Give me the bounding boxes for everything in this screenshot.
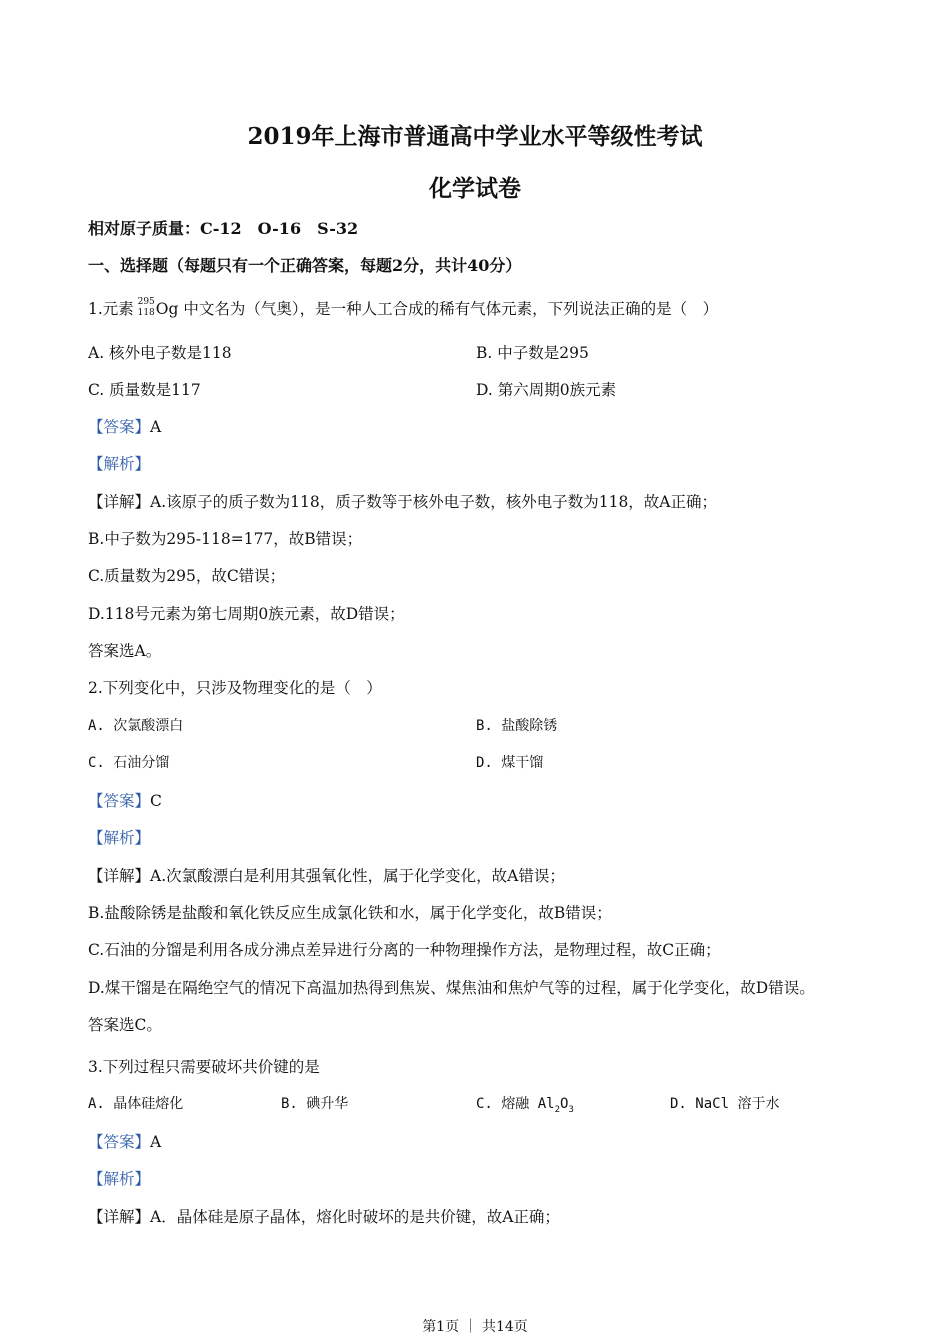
q1-detail-5: 答案选A。 — [88, 642, 162, 660]
q1-answer — [88, 416, 161, 438]
question-1-stem — [88, 298, 718, 320]
q3-analysis-tag: 【解析】 — [88, 1170, 151, 1188]
detail-tag: 【详解】 — [88, 867, 151, 885]
q3-answer — [88, 1131, 161, 1153]
answer-value: A — [150, 1133, 162, 1151]
nuclide-notation — [134, 298, 156, 320]
q1-detail-3: C.质量数为295，故C错误； — [88, 567, 286, 585]
q1-option-b: B. 中子数是295 — [476, 344, 589, 362]
exam-subtitle: 化学试卷 — [429, 175, 521, 202]
answer-value: C — [150, 792, 162, 810]
option-d-text: 溶于水 — [729, 1096, 780, 1112]
q2-analysis-tag: 【解析】 — [88, 829, 151, 847]
q1-detail-4: D.118号元素为第七周期0族元素，故D错误； — [88, 605, 405, 623]
question-2-stem: 2.下列变化中，只涉及物理变化的是（ ） — [88, 679, 382, 697]
q2-detail-1 — [88, 865, 565, 887]
atomic-number: 118 — [137, 308, 155, 318]
option-d-formula: D. NaCl — [670, 1096, 730, 1112]
detail-tag: 【详解】 — [88, 493, 151, 511]
element-symbol: Og — [155, 300, 179, 318]
q2-detail-4: D.煤干馏是在隔绝空气的情况下高温加热得到焦炭、煤焦油和焦炉气等的过程，属于化学变化，故D错误。 — [88, 979, 815, 997]
q2-option-a: A. 次氯酸漂白 — [88, 718, 184, 734]
q2-detail-2: B.盐酸除锈是盐酸和氧化铁反应生成氯化铁和水，属于化学变化，故B错误； — [88, 904, 612, 922]
detail-text: A.该原子的质子数为118，质子数等于核外电子数，核外电子数为118，故A正确； — [150, 493, 718, 511]
section-heading: 一、选择题（每题只有一个正确答案，每题2分，共计40分） — [88, 256, 522, 275]
q3-option-a: A. 晶体硅熔化 — [88, 1096, 184, 1112]
q2-option-d: D. 煤干馏 — [476, 755, 544, 771]
answer-tag: 【答案】 — [88, 1133, 151, 1151]
atomic-mass-line: 相对原子质量：C-12 O-16 S-32 — [88, 219, 359, 238]
q3-detail-1 — [88, 1206, 560, 1228]
detail-tag: 【详解】 — [88, 1208, 151, 1226]
detail-text: A.次氯酸漂白是利用其强氧化性，属于化学变化，故A错误； — [150, 867, 565, 885]
q1-analysis-tag: 【解析】 — [88, 455, 151, 473]
answer-tag: 【答案】 — [88, 418, 151, 436]
subscript: 2 — [554, 1104, 560, 1115]
q1-option-c: C. 质量数是117 — [88, 381, 201, 399]
q1-detail-2: B.中子数为295-118=177，故B错误； — [88, 530, 363, 548]
q1-suffix: 中文名为（气奥），是一种人工合成的稀有气体元素，下列说法正确的是（ ） — [183, 300, 719, 318]
q2-option-b: B. 盐酸除锈 — [476, 718, 558, 734]
q1-prefix: 1.元素 — [88, 300, 134, 318]
exam-title: 2019年上海市普通高中学业水平等级性考试 — [247, 123, 703, 150]
answer-value: A — [150, 418, 162, 436]
q2-answer — [88, 790, 162, 812]
q1-option-a: A. 核外电子数是118 — [88, 344, 232, 362]
option-c-text: C. 熔融 Al — [476, 1096, 555, 1112]
q2-option-c: C. 石油分馏 — [88, 755, 170, 771]
q3-option-c — [476, 1093, 574, 1121]
q1-detail-1 — [88, 491, 717, 513]
question-3-stem: 3.下列过程只需要破坏共价键的是 — [88, 1058, 320, 1076]
q3-option-b: B. 碘升华 — [281, 1096, 349, 1112]
q1-option-d: D. 第六周期0族元素 — [476, 381, 617, 399]
page-footer: 第1页 ｜ 共14页 — [422, 1319, 528, 1335]
detail-text: A．晶体硅是原子晶体，熔化时破坏的是共价键，故A正确； — [150, 1208, 560, 1226]
q2-detail-5: 答案选C。 — [88, 1016, 162, 1034]
subscript: 3 — [568, 1104, 574, 1115]
q3-option-d — [670, 1093, 779, 1115]
option-c-oxygen: O — [560, 1096, 569, 1112]
mass-number: 295 — [137, 297, 155, 307]
answer-tag: 【答案】 — [88, 792, 151, 810]
q2-detail-3: C.石油的分馏是利用各成分沸点差异进行分离的一种物理操作方法，是物理过程，故C正确； — [88, 941, 721, 959]
